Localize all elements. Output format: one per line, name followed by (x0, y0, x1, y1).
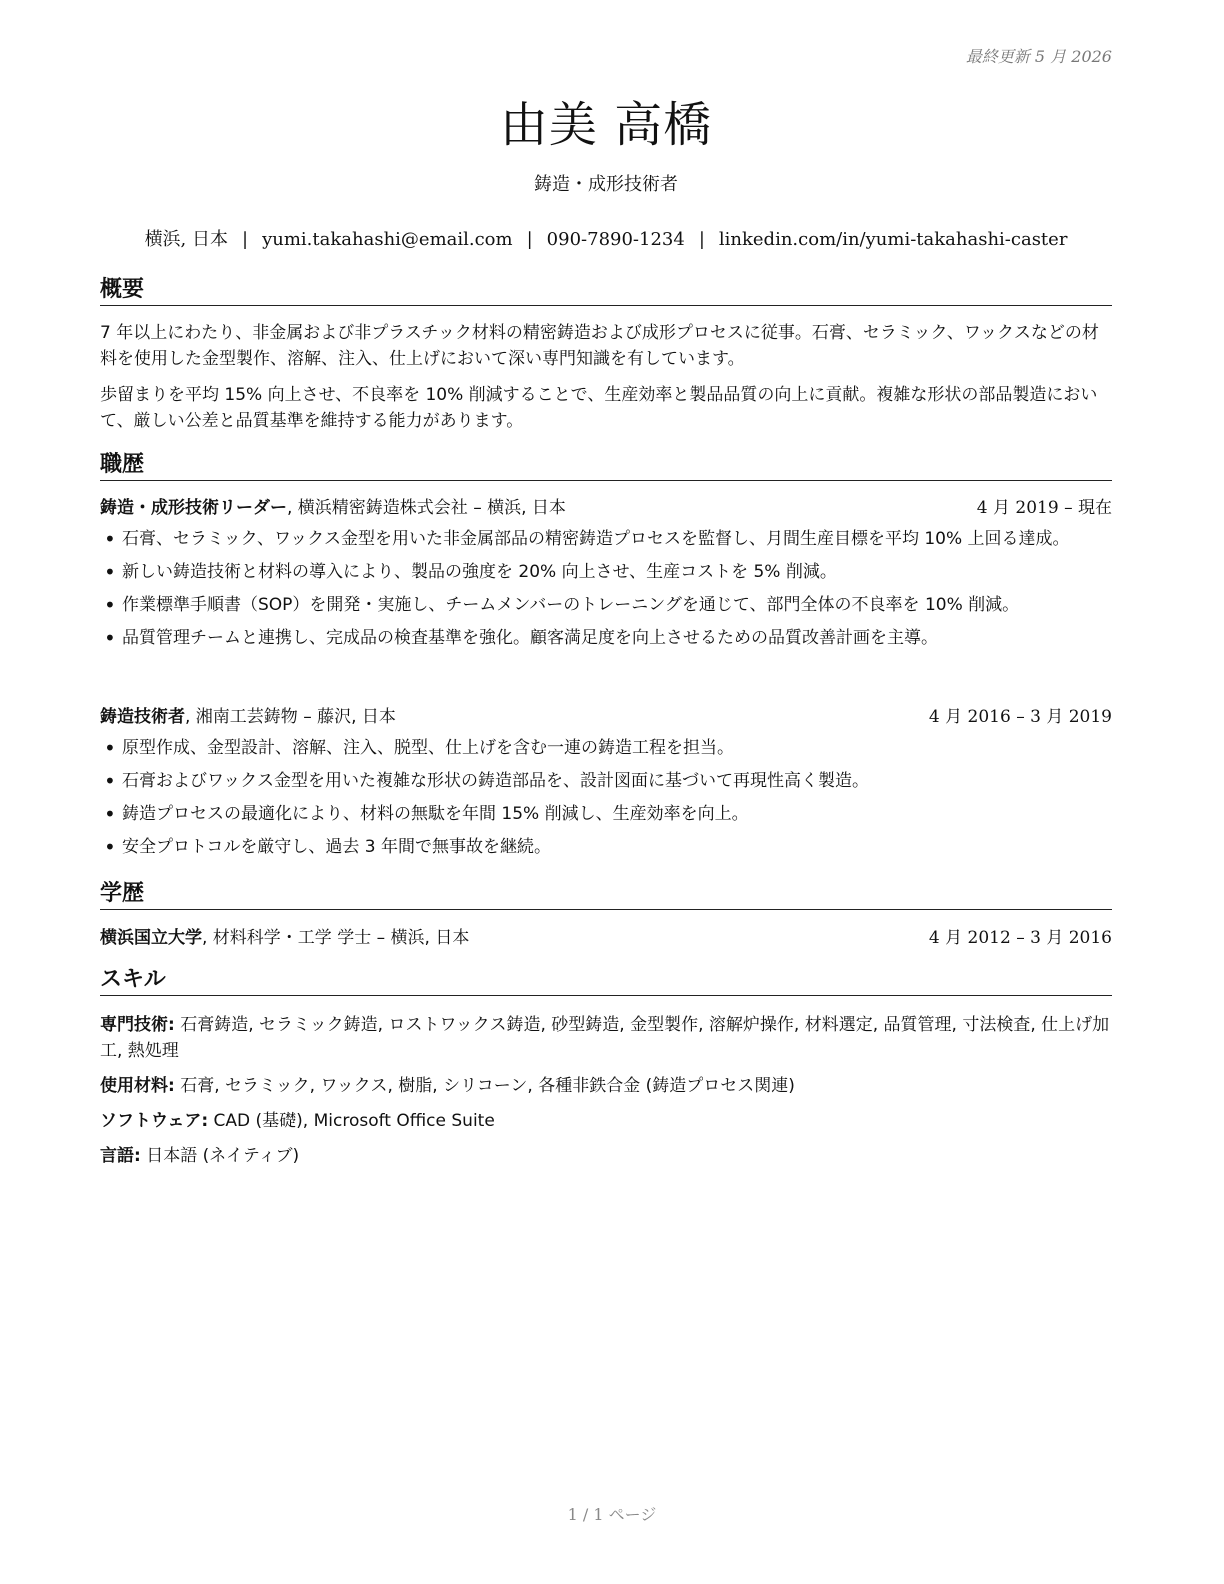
degree: , 材料科学・工学 学士 – 横浜, 日本 (202, 928, 470, 948)
skill-row-technical (100, 1012, 1112, 1064)
list-item: • 新しい鋳造技術と材料の導入により、製品の強度を 20% 向上させ、生産コストを 5% 削減。 (100, 560, 1112, 585)
skill-label: 言語: (100, 1146, 141, 1166)
list-item: • 安全プロトコルを厳守し、過去 3 年間で無事故を継続。 (100, 835, 1112, 860)
candidate-name: 由美 高橋 (499, 97, 713, 153)
list-item: • 作業標準手順書（SOP）を開発・実施し、チームメンバーのトレーニングを通じて、部門全体の不良率を 10% 削減。 (100, 593, 1112, 618)
job-title: 鋳造・成形技術者 (534, 174, 678, 195)
section-title-summary: 概要 (100, 276, 1112, 306)
skill-value: CAD (基礎), Microsoft Office Suite (208, 1111, 495, 1131)
job-header-1 (100, 496, 1112, 520)
school-name: 横浜国立大学 (100, 928, 202, 948)
job-bullets-1 (100, 527, 1112, 659)
last-updated: 最終更新 5 月 2026 (965, 47, 1112, 66)
skill-label: 専門技術: (100, 1015, 175, 1035)
section-title-education: 学歴 (100, 880, 1112, 910)
contact-line (100, 225, 1112, 251)
section-title-experience: 職歴 (100, 451, 1112, 481)
job-company: , 横浜精密鋳造株式会社 – 横浜, 日本 (287, 498, 566, 518)
summary-paragraph-1: 7 年以上にわたり、非金属および非プラスチック材料の精密鋳造および成形プロセスに従事。石膏、セラミック、ワックスなどの材料を使用した金型製作、溶解、注入、仕上げにおいて深い専門知識を有しています。 (100, 323, 1099, 369)
summary-paragraph-2: 歩留まりを平均 15% 向上させ、不良率を 10% 削減することで、生産効率と製品品質の向上に貢献。複雑な形状の部品製造において、厳しい公差と品質基準を維持する能力があります。 (100, 385, 1098, 431)
skill-row-languages (100, 1143, 1112, 1169)
job-company: , 湘南工芸鋳物 – 藤沢, 日本 (185, 707, 396, 727)
skill-value: 石膏, セラミック, ワックス, 樹脂, シリコーン, 各種非鉄合金 (鋳造プロセス関連) (174, 1076, 795, 1096)
list-item: • 品質管理チームと連携し、完成品の検査基準を強化。顧客満足度を向上させるための品質改善計画を主導。 (100, 626, 1112, 651)
skill-label: 使用材料: (100, 1076, 175, 1096)
contact-email[interactable]: yumi.takahashi@email.com (262, 229, 513, 250)
list-item: • 石膏およびワックス金型を用いた複雑な形状の鋳造部品を、設計図面に基づいて再現性高く製造。 (100, 769, 1112, 794)
list-item: • 石膏、セラミック、ワックス金型を用いた非金属部品の精密鋳造プロセスを監督し、月間生産目標を平均 10% 上回る達成。 (100, 527, 1112, 552)
job-dates: 4 月 2019 – 現在 (976, 498, 1112, 518)
skill-value: 石膏鋳造, セラミック鋳造, ロストワックス鋳造, 砂型鋳造, 金型製作, 溶解炉操作, 材料選定, 品質管理, 寸法検査, 仕上げ加工, 熱処理 (100, 1015, 1110, 1061)
contact-location: 横浜, 日本 (144, 229, 229, 250)
education-dates: 4 月 2012 – 3 月 2016 (928, 928, 1112, 948)
contact-separator: | (698, 229, 705, 250)
contact-linkedin[interactable]: linkedin.com/in/yumi-takahashi-caster (718, 229, 1068, 250)
skill-row-software (100, 1108, 1112, 1134)
contact-separator: | (242, 229, 249, 250)
job-position: 鋳造・成形技術リーダー (100, 498, 287, 518)
list-item: • 鋳造プロセスの最適化により、材料の無駄を年間 15% 削減し、生産効率を向上。 (100, 802, 1112, 827)
education-entry (100, 926, 1112, 950)
job-bullets-2 (100, 736, 1112, 868)
job-header-2 (100, 705, 1112, 729)
skill-row-materials (100, 1073, 1112, 1099)
skill-label: ソフトウェア: (100, 1111, 209, 1131)
resume-page (100, 0, 1112, 1584)
contact-phone[interactable]: 090-7890-1234 (546, 229, 685, 250)
list-item: • 原型作成、金型設計、溶解、注入、脱型、仕上げを含む一連の鋳造工程を担当。 (100, 736, 1112, 761)
contact-separator: | (526, 229, 533, 250)
section-title-skills: スキル (100, 966, 1112, 996)
job-position: 鋳造技術者 (100, 707, 185, 727)
job-dates: 4 月 2016 – 3 月 2019 (928, 707, 1112, 727)
skill-value: 日本語 (ネイティブ) (140, 1146, 300, 1166)
page-number: 1 / 1 ページ (567, 1505, 657, 1524)
